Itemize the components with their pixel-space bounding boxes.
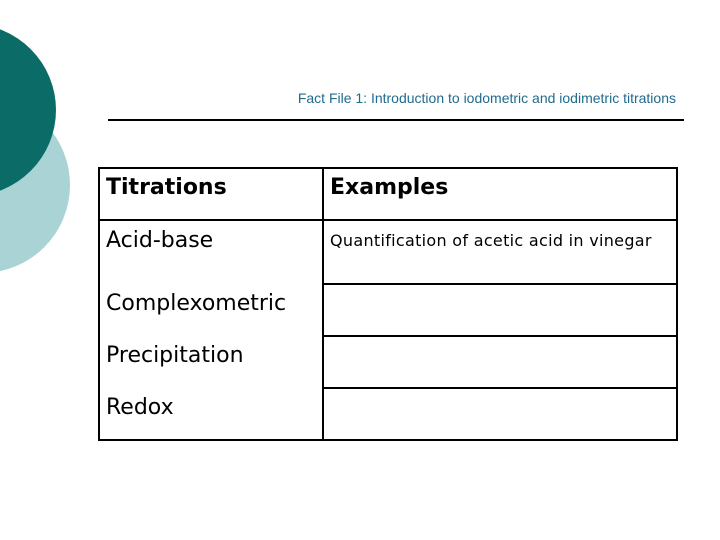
titration-cell: Acid-base: [99, 220, 323, 284]
header-examples: Examples: [323, 168, 677, 220]
titration-cell: Precipitation: [99, 336, 323, 388]
example-cell: [323, 284, 677, 336]
table-row: [99, 284, 677, 336]
titration-cell: Complexometric: [99, 284, 323, 336]
header-titrations: Titrations: [99, 168, 323, 220]
decorative-circles: [0, 0, 80, 300]
table-row: [99, 220, 677, 284]
example-cell: [323, 336, 677, 388]
example-cell: Quantification of acetic acid in vinegar: [323, 220, 677, 284]
example-cell: [323, 388, 677, 440]
table-row: [99, 336, 677, 388]
slide-title: Fact File 1: Introduction to iodometric and iodimetric titrations: [297, 90, 676, 106]
titration-cell: Redox: [99, 388, 323, 440]
table-header-row: [99, 168, 677, 220]
table-row: [99, 388, 677, 440]
title-underline: [108, 119, 684, 121]
titrations-table: [98, 167, 678, 441]
